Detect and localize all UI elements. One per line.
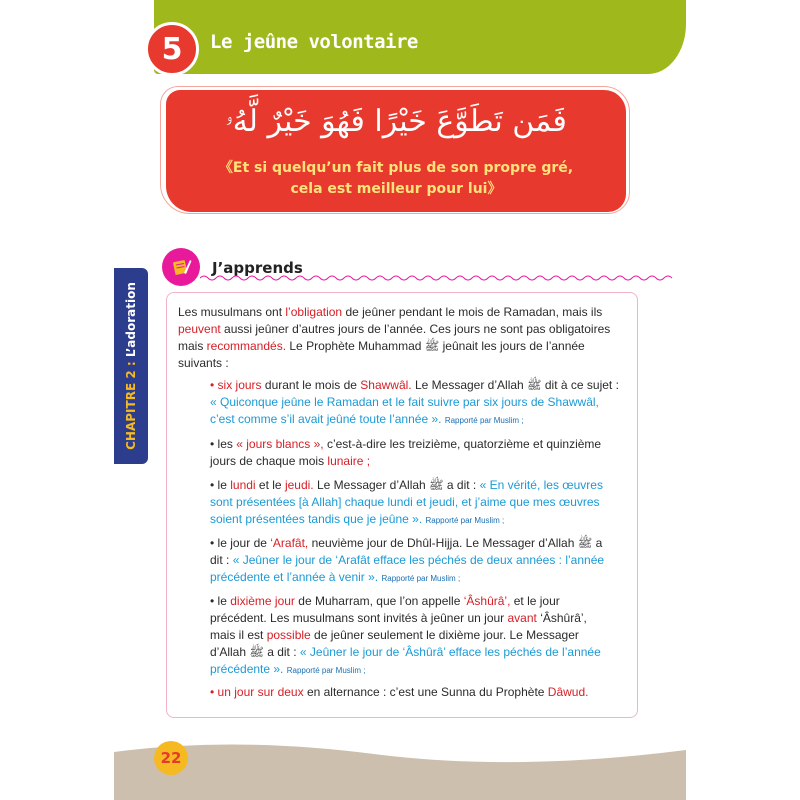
lesson-title: Le jeûne volontaire [210,31,418,53]
list-item: • le jour de ‘Arafât, neuvième jour de Dhûl-Hijja. Le Messager d’Allah ﷺ a dit : « Jeûner le jour de ‘Arafât efface les péchés de deux années : l’année précédente et l’année à venir ». Rapporté par Muslim ; [210,536,605,584]
list-item: • six jours durant le mois de Shawwâl. Le Messager d’Allah ﷺ dit à ce sujet : « Quiconque jeûne le Ramadan et le fait suivre par six jours de Shawwâl, c’est comme s’il avait jeûné toute l’année ». Rapporté par Muslim ; [210,378,619,426]
section-title: J’apprends [212,259,303,277]
intro-line-3: mais recommandés. Le Prophète Muhammad ﷺ jeûnait les jours de l’année [178,339,585,353]
intro-line-2: peuvent aussi jeûner d’autres jours de l’année. Ces jours ne sont pas obligatoires [178,322,611,336]
list-item: • le lundi et le jeudi. Le Messager d’Allah ﷺ a dit : « En vérité, les œuvres sont présentées [à Allah] chaque lundi et jeudi, et j’aime que mes œuvres soient présentées tandis que je jeûne ». Rapporté par Muslim ; [210,478,603,526]
section-underline [200,274,676,282]
list-item: • un jour sur deux en alternance : c’est une Sunna du Prophète Dâwud. [210,685,589,699]
lesson-number-badge: 5 [145,22,199,76]
verse-translation-line-1: 《Et si quelqu’un fait plus de son propre gré, [218,160,574,176]
verse-translation [166,158,626,200]
intro-paragraph [178,304,626,372]
pencil-notebook-icon [162,248,200,286]
chapter-topic: L’adoration [124,282,138,358]
footer-wave [114,742,686,800]
page-number: 22 [154,741,188,775]
verse-translation-line-2: cela est meilleur pour lui》 [290,181,502,197]
chapter-label: CHAPITRE 2 : [124,361,138,450]
verse-arabic: فَمَن تَطَوَّعَ خَيْرًا فَهُوَ خَيْرٌ لَّهُۥ [225,104,567,139]
intro-line-4: suivants : [178,356,229,370]
list-item: • le dixième jour de Muharram, que l’on appelle ‘Âshûrâ’, et le jour précédent. Les musulmans sont invités à jeûner un jour avant ‘Âshûrâ’, mais il est possible de jeûner seulement le dixième jour. Le Messager d’Allah ﷺ a dit : « Jeûner le jour de ‘Âshûrâ’ efface les péchés de l’année précédente ». Rapporté par Muslim ; [210,594,601,676]
intro-line-1: Les musulmans ont l’obligation de jeûner pendant le mois de Ramadan, mais ils [178,305,603,319]
list-item: • les « jours blancs », c’est-à-dire les treizième, quatorzième et quinzième jours de chaque mois lunaire ; [210,437,602,468]
chapter-side-label [124,282,138,450]
